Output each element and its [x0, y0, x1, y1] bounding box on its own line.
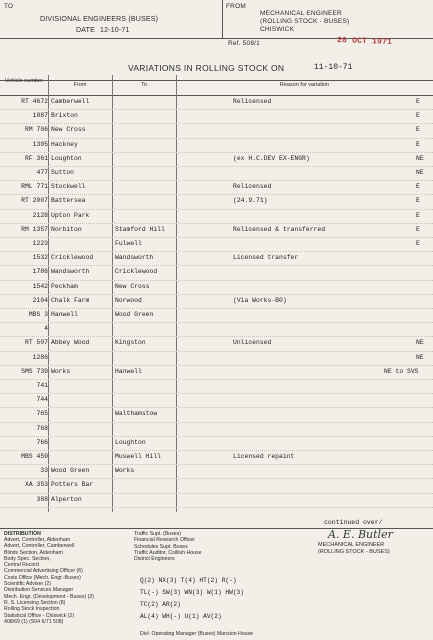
col-header-reason: Reason for variation: [176, 75, 433, 96]
to-garage: Loughton: [115, 438, 146, 446]
from-garage: Battersea: [51, 197, 86, 205]
vehicle-number: 1223: [32, 240, 48, 247]
distribution-entry: TL(-) SW(3) WN(3) W(1) HW(3): [140, 589, 244, 596]
sheet-title: VARIATIONS IN ROLLING STOCK ON: [128, 63, 285, 73]
to-garage: Muswell Hill: [115, 453, 162, 460]
vehicle-number: RML 771: [21, 183, 48, 191]
to-garage: Stamford Hill: [115, 225, 165, 233]
table-row: [0, 465, 433, 479]
vehicle-number: 765: [36, 410, 48, 418]
vehicle-number: 1286: [32, 353, 48, 361]
vehicle-number: RM 1357: [21, 225, 48, 233]
table-row: [0, 423, 433, 437]
to-value: DIVISIONAL ENGINEERS (BUSES): [40, 16, 159, 23]
vehicle-number: 33: [40, 467, 48, 475]
to-garage: Kingston: [115, 339, 146, 347]
from-line-3: CHISWICK: [260, 26, 295, 33]
table-row: [0, 153, 433, 167]
from-garage: Upton Park: [51, 211, 90, 219]
vehicle-number: 741: [36, 382, 48, 389]
table-row: [0, 124, 433, 138]
table-row: [0, 281, 433, 295]
from-line-1: MECHANICAL ENGINEER: [260, 10, 342, 17]
distribution-entry: TC(2) AR(2): [140, 601, 181, 608]
from-garage: Cricklewood: [51, 254, 94, 262]
date-stamp: 20 OCT 1971: [336, 36, 393, 47]
flag-code: E: [416, 126, 420, 134]
distribution-divider: [0, 528, 433, 529]
distribution-entry: Rolling Stock Inspection: [4, 606, 60, 613]
table-row: [0, 139, 433, 153]
distribution-entry: Statistical Office - Chiswick (2): [4, 612, 74, 619]
vehicle-number: 477: [36, 169, 48, 176]
table-row: [0, 352, 433, 366]
depot-codes: [140, 575, 244, 623]
vehicle-number: MBS 3: [28, 311, 48, 318]
from-line-2: (ROLLING STOCK - BUSES): [260, 18, 350, 25]
reason-text: Relicensed: [233, 98, 272, 105]
table-row: [0, 210, 433, 224]
distribution-entry: AL(4) WH(-) U(1) AV(2): [140, 613, 222, 620]
table-row: [0, 494, 433, 508]
flag-code: NE: [416, 353, 424, 361]
from-garage: Abbey Wood: [51, 339, 90, 347]
distribution-entry: Mech. Engr. (Development - Buses) (2): [4, 593, 94, 600]
distribution-entry: Blinds Section, Aldenham: [4, 549, 63, 556]
vehicle-number: 1786: [32, 268, 48, 276]
vehicle-number: 388: [36, 495, 48, 503]
distribution-title: DISTRIBUTION: [4, 531, 41, 537]
table-row: [0, 337, 433, 351]
signature-title-2: (ROLLING STOCK - BUSES): [318, 549, 390, 555]
vehicle-number: 1532: [32, 254, 48, 262]
vehicle-number: RF 361: [24, 154, 48, 162]
reason-text: (ex H.C.DEV EX-ENGR): [233, 154, 310, 162]
distribution-entry: Distribution Services Manager: [4, 587, 74, 594]
flag-code: E: [416, 183, 420, 191]
reason-text: Licensed transfer: [233, 254, 299, 262]
table-row: [0, 96, 433, 110]
from-garage: Wandsworth: [51, 268, 90, 276]
to-garage: Hanwell: [115, 367, 142, 375]
distribution-entry: Advert, Controller, Aldenham: [4, 537, 71, 543]
table-row: [0, 323, 433, 337]
vehicle-number: 1542: [32, 282, 48, 290]
distribution-bottom: Divl. Operating Manager (Buses) Mansion House: [140, 631, 254, 637]
table-row: [0, 408, 433, 422]
signature-title-1: MECHANICAL ENGINEER: [318, 542, 385, 548]
to-garage: Works: [115, 467, 135, 475]
from-garage: New Cross: [51, 126, 86, 134]
reason-text: Licensed repaint: [233, 453, 295, 460]
header-to-box: [0, 0, 223, 39]
distribution-entry: R. S. Licensing Section (8): [4, 599, 66, 606]
distribution-entry: Q(2) NX(3) T(4) HT(2) R(-): [140, 577, 237, 584]
col-header-from: From: [48, 75, 112, 96]
col-header-vehicle: Vehicle number: [0, 75, 48, 96]
vehicle-number: 1887: [32, 112, 48, 120]
from-garage: Alperton: [51, 495, 82, 503]
table-row: [0, 366, 433, 380]
flag-code: E: [416, 112, 420, 120]
table-row: [0, 451, 433, 465]
flag-code: E: [416, 98, 420, 105]
to-garage: Wood Green: [115, 311, 154, 318]
flag-code: E: [416, 140, 420, 148]
vehicle-number: 766: [36, 438, 48, 446]
reason-text: Relicensed & transferred: [233, 225, 326, 233]
to-garage: Cricklewood: [115, 268, 158, 276]
to-garage: Walthamstow: [115, 410, 158, 418]
vehicle-number: MBS 459: [21, 453, 48, 460]
reason-text: (Via Works-B0): [233, 296, 287, 304]
vehicle-number: RM 706: [24, 126, 48, 134]
from-garage: Potters Bar: [51, 481, 94, 489]
reason-text: Unlicensed: [233, 339, 272, 347]
distribution-list-1: [4, 537, 132, 625]
from-garage: Camberwell: [51, 98, 90, 105]
distribution-entry: Body Spec. Section,: [4, 555, 51, 562]
table-row: [0, 238, 433, 252]
distribution-entry: Costs Office (Mech. Engr.-Buses): [4, 574, 81, 581]
from-garage: Stockwell: [51, 183, 86, 191]
continued-note: continued over/: [324, 519, 383, 526]
date-label: DATE: [76, 27, 95, 34]
date-value: 12-10-71: [100, 27, 130, 34]
from-garage: Loughton: [51, 154, 82, 162]
distribution-entry: Advert, Controller, Camberwell: [4, 543, 75, 550]
table-row: [0, 266, 433, 280]
distribution-entry: 408/69 (1) (S04 6/71 508): [4, 618, 64, 625]
signature: A. E. Butler: [328, 528, 393, 541]
flag-code: NE: [416, 154, 424, 162]
vehicle-number: RT 507: [24, 339, 48, 347]
from-garage: Works: [51, 367, 71, 375]
table-row: [0, 309, 433, 323]
vehicle-number: SMS 739: [21, 367, 48, 375]
vehicle-number: 1305: [32, 140, 48, 148]
from-garage: Sutton: [51, 169, 75, 176]
distribution-list-2: [134, 531, 254, 562]
vehicle-number: 2128: [32, 211, 48, 219]
to-garage: New Cross: [115, 282, 150, 290]
vehicle-number: XA 353: [24, 481, 48, 489]
sheet-title-date: 11-10-71: [314, 63, 353, 72]
to-garage: Wandsworth: [115, 254, 154, 262]
table-row: [0, 394, 433, 408]
table-row: [0, 380, 433, 394]
table-row: [0, 195, 433, 209]
distribution-entry: Scientific Adviser (2): [4, 581, 51, 588]
from-label: FROM: [226, 3, 246, 10]
flag-code: E: [416, 225, 420, 233]
from-garage: Norbiton: [51, 225, 82, 233]
from-garage: Hanwell: [51, 311, 78, 318]
distribution-entry: Central Record: [4, 562, 39, 569]
flag-code: NE to SVS: [384, 367, 419, 375]
table-row: [0, 252, 433, 266]
reason-text: (24.9.71): [233, 197, 268, 205]
vehicle-number: RT 4672: [21, 98, 48, 105]
to-garage: Fulwell: [115, 240, 142, 247]
reason-text: Relicensed: [233, 183, 272, 191]
col-header-to: To: [112, 75, 176, 96]
ref-label: Ref. 508/1: [228, 40, 260, 47]
flag-code: E: [416, 197, 420, 205]
from-garage: Hackney: [51, 140, 78, 148]
vehicle-number: 744: [36, 396, 48, 404]
table-row: [0, 167, 433, 181]
from-garage: Peckham: [51, 282, 78, 290]
table-row: [0, 224, 433, 238]
distribution-entry: Financial Research Officer: [134, 537, 196, 544]
distribution-entry: District Engineers: [134, 556, 175, 563]
distribution-entry: Traffic Supt. (Buses): [134, 531, 181, 537]
flag-code: E: [416, 240, 420, 247]
from-garage: Chalk Farm: [51, 296, 90, 304]
distribution-entry: Commercial Advertising Officer (6): [4, 568, 83, 575]
from-garage: Wood Green: [51, 467, 90, 475]
distribution-entry: Schedules Supt. Buses: [134, 543, 188, 550]
ref-row: [222, 38, 433, 48]
to-garage: Norwood: [115, 296, 142, 304]
flag-code: NE: [416, 339, 424, 347]
vehicle-number: 768: [36, 424, 48, 432]
table-row: [0, 479, 433, 493]
table-row: [0, 181, 433, 195]
signature-block: [318, 528, 430, 560]
vehicle-number: 4: [44, 325, 48, 333]
table-row: [0, 437, 433, 451]
to-label: TO: [4, 3, 14, 10]
flag-code: NE: [416, 169, 424, 176]
vehicle-number: 2104: [32, 296, 48, 304]
header-from-box: [222, 0, 433, 39]
distribution-entry: Traffic Auditor, Coillish House: [134, 549, 202, 556]
table-row: [0, 295, 433, 309]
from-garage: Brixton: [51, 112, 78, 120]
flag-code: E: [416, 211, 420, 219]
table-row: [0, 110, 433, 124]
vehicle-number: RT 2007: [21, 197, 48, 205]
